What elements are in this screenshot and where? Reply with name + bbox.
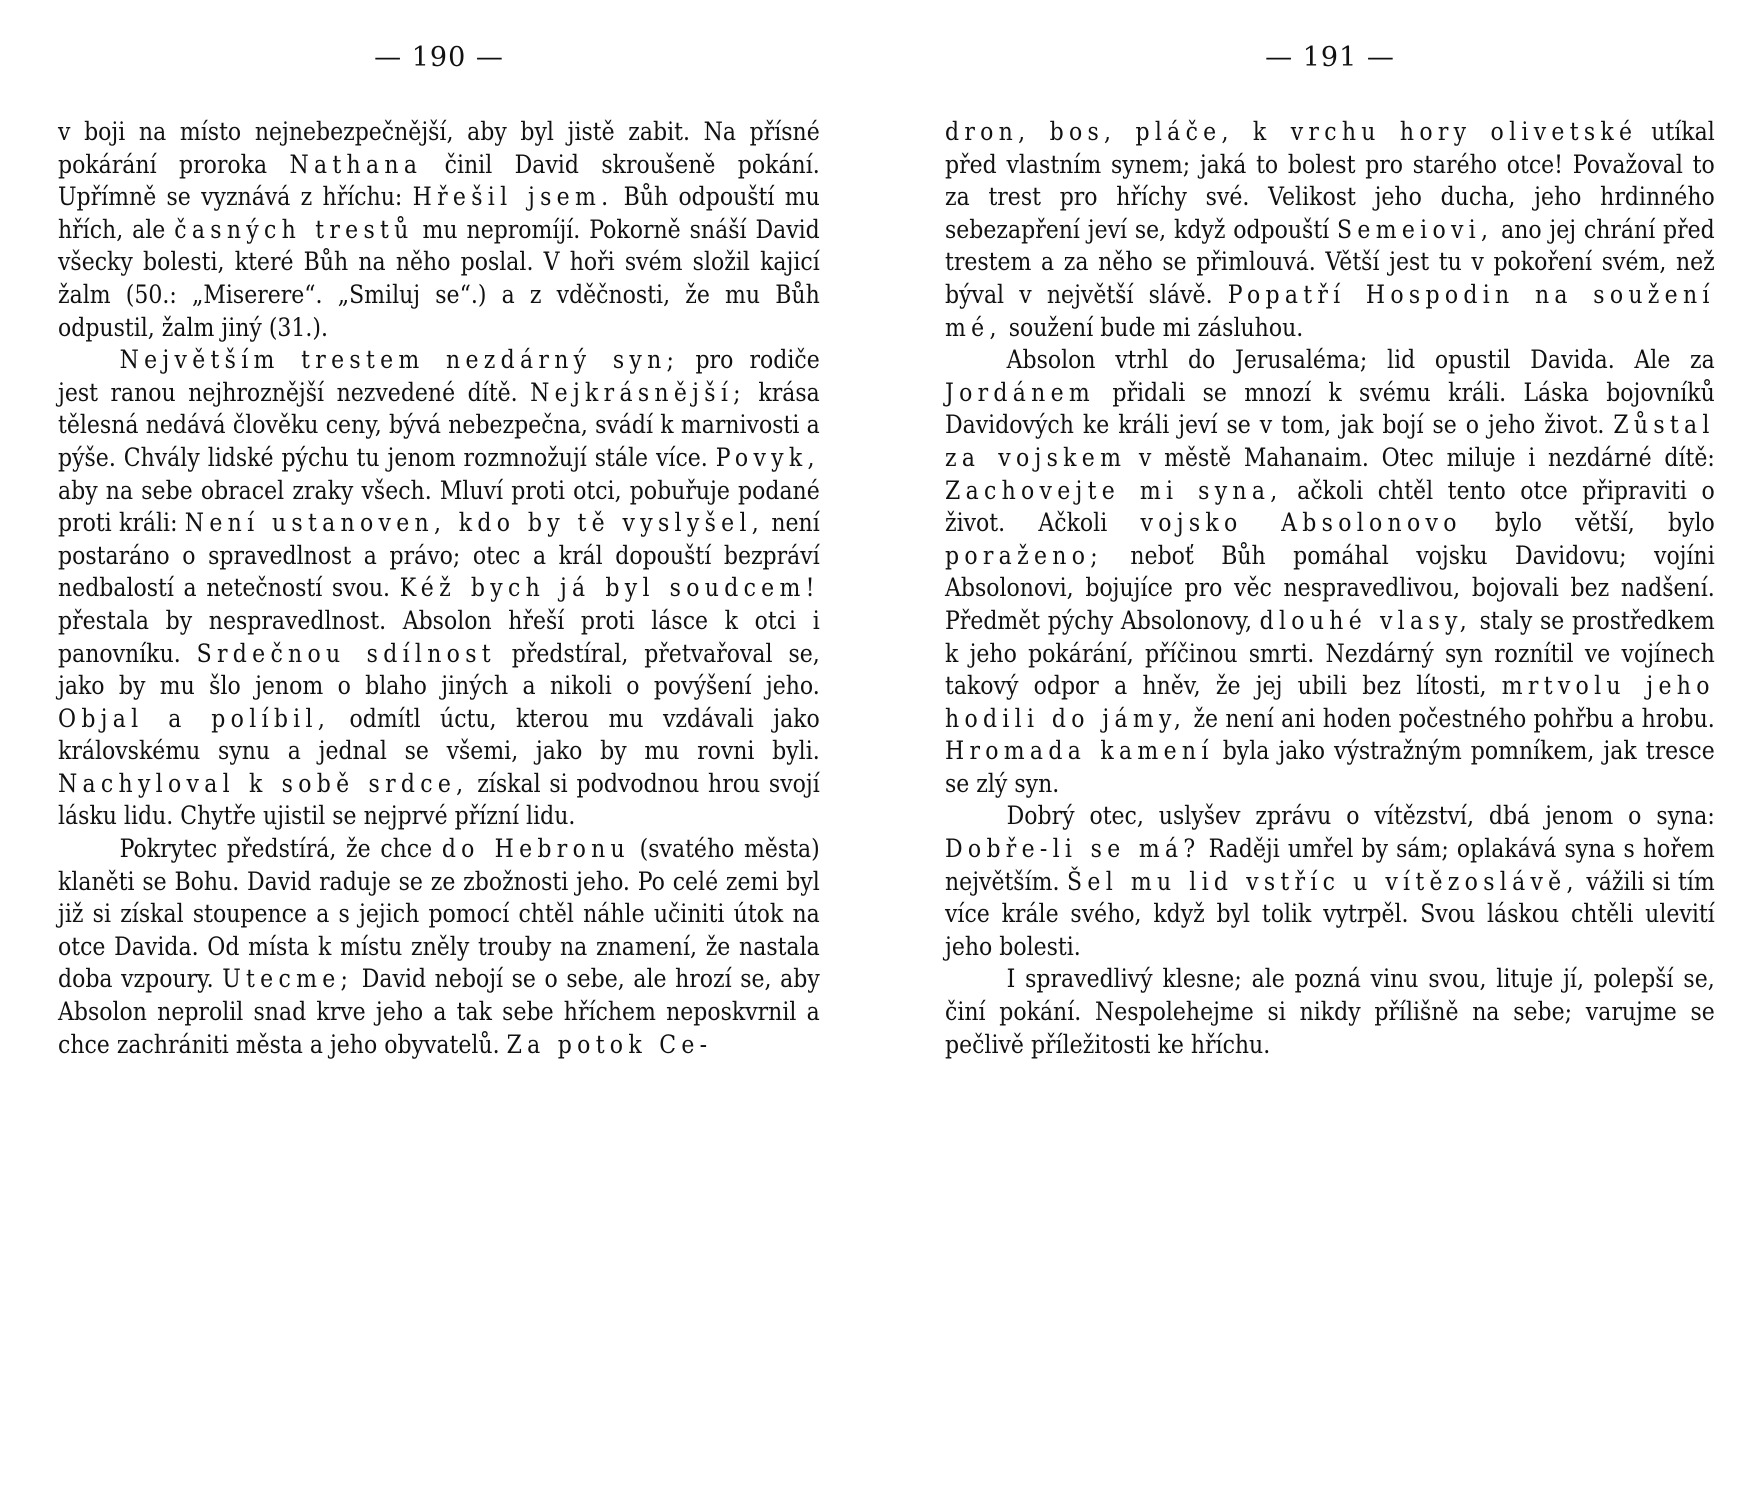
text-run: v městě Mahanaim. Otec miluje i nezdárné dítě: xyxy=(1126,442,1715,472)
emphasized-text: do Hebronu xyxy=(441,834,630,864)
text-run: aby na sebe obracel zraky všech. Mluví proti otci, pobuřuje podané proti králi: xyxy=(58,475,820,538)
text-run: předstíral, přetvařoval se, jako by mu šlo jenom o blaho jiných a nikoli o povýšení jeho. xyxy=(58,638,820,701)
emphasized-text: Jordánem xyxy=(945,377,1096,407)
text-run: v boji na místo nejnebezpečnější, aby byl jistě zabit. Na přísné pokárání proroka xyxy=(58,117,820,179)
right-page xyxy=(945,0,1715,1500)
text-run: odmítl úctu, kterou mu vzdávali jako královskému synu a jednal se všemi, jako by mu rovni byli. xyxy=(58,703,820,766)
emphasized-text: Semeiovi, xyxy=(1337,214,1494,244)
paragraph xyxy=(945,116,1715,344)
text-run: získal si podvodnou hrou svojí lásku lidu. Chytře ujistil se nejprvé přízní lidu. xyxy=(58,768,820,831)
right-text-column xyxy=(945,116,1715,1061)
text-run: krása tělesná nedává člověku ceny, bývá nebezpečna, svádí k marnivosti a pýše. Chvály lidské pýchu tu jenom rozmnožují stále více. xyxy=(58,377,820,472)
text-run: byla jako výstražným pomníkem, jak tresce se zlý syn. xyxy=(945,736,1715,798)
left-text-column xyxy=(58,116,820,1061)
emphasized-text: poraženo; xyxy=(945,540,1103,570)
text-run: David nebojí se o sebe, ale hrozí se, aby Absolon neprolil snad krve jeho a tak sebe hříchem neposkvrnil a chce zachrániti města a jeho obyvatelů. xyxy=(58,964,820,1059)
text-run: ačkoli chtěl tento otce připraviti o život. Ačkoli xyxy=(945,475,1715,538)
text-run: mu nepromíjí. Pokorně snáší David všecky bolesti, které Bůh na něho poslal. V hoři svém složil kajicí žalm (50.: „Miserere“. „Smiluj se“.) a z vděčnosti, že mu Bůh odpustil, žalm jiný (31.). xyxy=(58,214,820,342)
paragraph xyxy=(945,963,1715,1061)
paragraph xyxy=(945,344,1715,800)
emphasized-text: Utecme; xyxy=(222,964,354,994)
emphasized-text: Kéž bych já byl soudcem! xyxy=(399,573,820,603)
emphasized-text: Nejkrásnější; xyxy=(530,377,746,407)
emphasized-text: Za potok Ce- xyxy=(506,1029,713,1059)
page-number-left: — 190 — xyxy=(374,42,504,73)
paragraph xyxy=(58,116,820,344)
emphasized-text: Hřešil jsem. xyxy=(412,182,614,212)
paragraph xyxy=(945,800,1715,963)
text-run: soužení bude mi zásluhou. xyxy=(1001,312,1304,342)
text-run: staly se prostředkem k jeho pokárání, příčinou smrti. Nezdárný syn roznítil ve vojínech takový odpor a hněv, že jej ubili bez lítosti, xyxy=(945,605,1715,701)
emphasized-text: časných trestů xyxy=(174,214,414,244)
emphasized-text: Není ustanoven, kdo by tě vyslyšel, xyxy=(184,508,765,538)
text-run: Absolon vtrhl do Jerusaléma; lid opustil Davida. Ale za xyxy=(1006,345,1715,375)
text-run: přestala by nespravedlnost. Absolon hřeší proti lásce k otci i panovníku. xyxy=(58,605,820,668)
text-run: (svatého města) klaněti se Bohu. David raduje se ze zbožnosti jeho. Po celé zemi byl již si získal stoupence a s jejich pomocí chtěl náhle učiniti útok na otce Davida. Od místa k místu zněly trouby na znamení, že nastala doba vzpoury. xyxy=(58,834,820,994)
text-run: není postaráno o spravedlnost a právo; otec a král dopouští bezpráví nedbalostí a netečností svou. xyxy=(58,508,820,603)
text-run: neboť Bůh pomáhal vojsku Davidovu; vojíni Absolonovi, bojujíce pro věc nespravedlivou, bojovali bez nadšení. Předmět pýchy Absolonovy, xyxy=(945,540,1715,635)
text-run: vážili si tím více krále svého, když byl tolik vytrpěl. Svou láskou chtěli ulevití jeho bolesti. xyxy=(945,866,1715,961)
text-run: přidali se mnozí k svému králi. Láska bojovníků Davidových ke králi jeví se v tom, jak bojí se o jeho život. xyxy=(945,377,1715,440)
page-number-right: — 191 — xyxy=(1265,42,1395,73)
text-run: činil David skroušeně pokání. Upřímně se vyznává z hříchu: xyxy=(58,149,820,212)
emphasized-text: Zachovejte mi syna, xyxy=(945,475,1283,505)
emphasized-text: dron, bos, pláče, k vrchu hory olivetské xyxy=(945,117,1638,146)
text-run: pro rodiče jest ranou nejhroznější nezvedené dítě. xyxy=(58,345,820,407)
text-run: bylo větší, bylo xyxy=(1461,508,1715,538)
text-run: že není ani hoden počestného pohřbu a hrobu. xyxy=(1186,703,1715,733)
emphasized-text: vojsko Absolonovo xyxy=(1140,508,1462,538)
paragraph xyxy=(58,344,820,833)
emphasized-text: Dobře-li se má? xyxy=(945,834,1201,864)
emphasized-text: Hromada kamení xyxy=(945,736,1214,766)
text-run: Bůh odpouští mu hřích, ale xyxy=(58,182,820,244)
emphasized-text: Srdečnou sdílnost xyxy=(196,638,496,668)
emphasized-text: Zůstal za vojskem xyxy=(945,410,1715,472)
text-run: ano jej chrání před trestem a za něho se přimlouvá. Větší jest tu v pokoření svém, než býval v největší slávě. xyxy=(945,214,1715,309)
emphasized-text: Popatří Hospodin na soužení mé, xyxy=(945,279,1715,342)
emphasized-text: Objal a políbil, xyxy=(58,703,331,733)
paragraph xyxy=(58,833,820,1061)
text-run: Raději umřel by sám; oplakává syna s hořem největším. xyxy=(945,834,1715,896)
emphasized-text: Největším trestem nezdárný syn; xyxy=(119,345,680,375)
emphasized-text: dlouhé vlasy, xyxy=(1259,605,1473,635)
emphasized-text: Nathana xyxy=(289,149,423,179)
text-run: Dobrý otec, uslyšev zprávu o vítězství, dbá jenom o syna: xyxy=(1006,801,1715,831)
emphasized-text: Šel mu lid vstříc u vítězoslávě, xyxy=(1067,866,1579,896)
emphasized-text: Nachyloval k sobě srdce, xyxy=(58,768,469,798)
text-run: Pokrytec předstírá, že chce xyxy=(119,834,442,864)
left-page xyxy=(58,0,820,1500)
text-run: utíkal před vlastním synem; jaká to bolest pro starého otce! Považoval to za trest pro hříchy své. Velikost jeho ducha, jeho hrdinného sebezapření jeví se, když odpouští xyxy=(945,117,1715,244)
emphasized-text: mrtvolu jeho hodili do jámy, xyxy=(945,671,1715,733)
text-run: I spravedlivý klesne; ale pozná vinu svou, lituje jí, polepší se, činí pokání. Nespolehejme si nikdy přílišně na sebe; varujme se pečlivě příležitosti ke hříchu. xyxy=(945,964,1715,1059)
emphasized-text: Povyk, xyxy=(715,442,820,472)
